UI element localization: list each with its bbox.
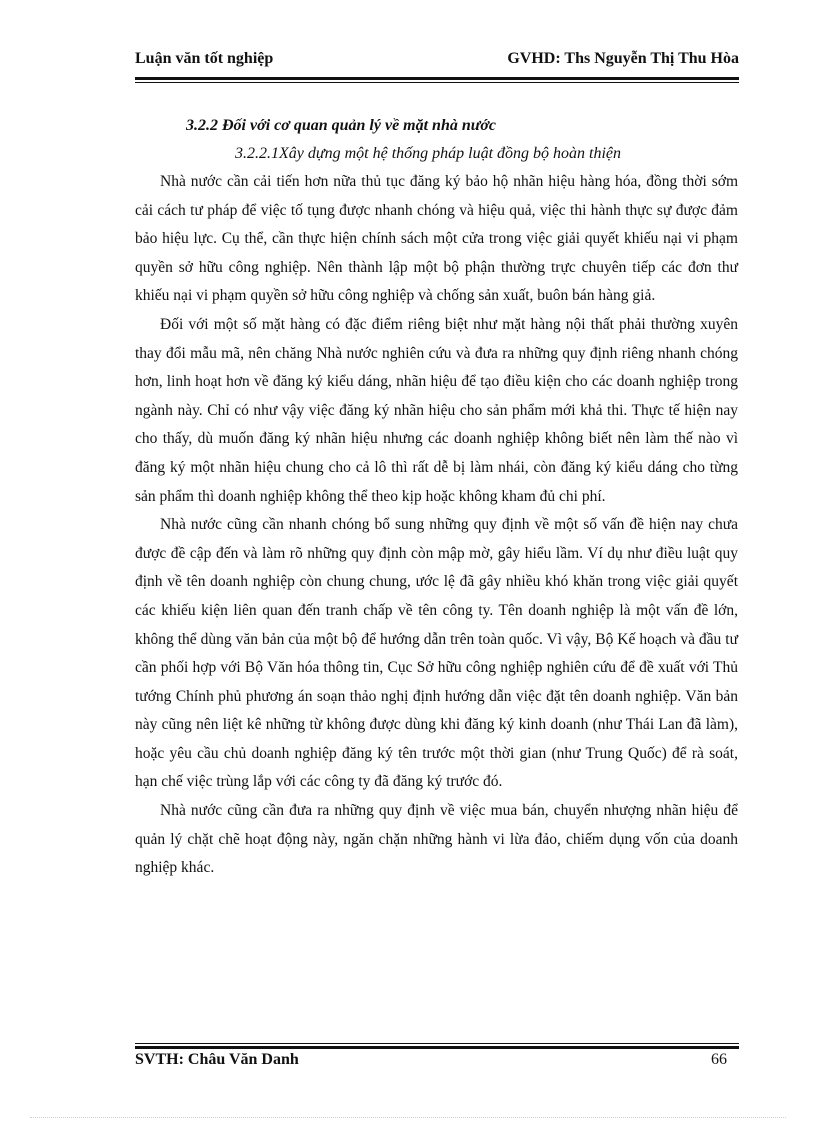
header-advisor: GVHD: Ths Nguyễn Thị Thu Hòa — [507, 50, 739, 67]
footer-rule-thick — [135, 1046, 739, 1049]
document-body — [135, 112, 738, 883]
page-edge-divider — [30, 1117, 786, 1118]
header-rule-thick — [135, 77, 739, 80]
header-rule-thin — [135, 82, 739, 83]
page-number: 66 — [711, 1051, 727, 1068]
paragraph-1: Nhà nước cần cải tiến hơn nữa thủ tục đăng ký bảo hộ nhãn hiệu hàng hóa, đồng thời sớm cải cách tư pháp để việc tố tụng được nhanh chóng và hiệu quả, việc thi hành thực sự được đảm bảo hiệu lực. Cụ thể, cần thực hiện chính sách một cửa trong việc giải quyết khiếu nại vi phạm quyền sở hữu công nghiệp. Nên thành lập một bộ phận thường trực chuyên tiếp các đơn thư khiếu nại vi phạm quyền sở hữu công nghiệp và chống sản xuất, buôn bán hàng giả. — [135, 173, 738, 305]
paragraph-4: Nhà nước cũng cần đưa ra những quy định về việc mua bán, chuyển nhượng nhãn hiệu để quản lý chặt chẽ hoạt động này, ngăn chặn những hành vi lừa đảo, chiếm dụng vốn của doanh nghiệp khác. — [135, 802, 738, 877]
footer-student: SVTH: Châu Văn Danh — [135, 1051, 299, 1068]
section-heading: 3.2.2 Đối với cơ quan quản lý về mặt nhà nước — [186, 117, 497, 134]
page-footer — [135, 1051, 739, 1073]
subsection-heading: 3.2.2.1Xây dựng một hệ thống pháp luật đồng bộ hoàn thiện — [235, 145, 622, 162]
footer-rule-thin — [135, 1043, 739, 1044]
paragraph-2: Đối với một số mặt hàng có đặc điểm riêng biệt như mặt hàng nội thất phải thường xuyên thay đổi mẫu mã, nên chăng Nhà nước nghiên cứu và đưa ra những quy định riêng nhanh chóng hơn, linh hoạt hơn về đăng ký kiểu dáng, nhãn hiệu để tạo điều kiện cho các doanh nghiệp trong ngành này. Chỉ có như vậy việc đăng ký nhãn hiệu cho sản phẩm mới khả thi. Thực tế hiện nay cho thấy, dù muốn đăng ký nhãn hiệu nhưng các doanh nghiệp không biết nên làm thế nào vì đăng ký một nhãn hiệu chung cho cả lô thì rất dễ bị làm nhái, còn đăng ký kiểu dáng cho từng sản phẩm thì doanh nghiệp không thể theo kịp hoặc không kham đủ chi phí. — [135, 315, 738, 505]
page-header — [135, 50, 739, 74]
header-thesis-label: Luận văn tốt nghiệp — [135, 50, 274, 67]
paragraph-3: Nhà nước cũng cần nhanh chóng bổ sung những quy định về một số vấn đề hiện nay chưa được đề cập đến và làm rõ những quy định còn mập mờ, gây hiểu lầm. Ví dụ như điều luật quy định về tên doanh nghiệp còn chung chung, ước lệ đã gây nhiều khó khăn trong việc giải quyết các khiếu kiện liên quan đến tranh chấp về tên công ty. Tên doanh nghiệp là một vấn đề lớn, không thể dùng văn bản của một bộ để hướng dẫn trên toàn quốc. Vì vậy, Bộ Kế hoạch và đầu tư cần phối hợp với Bộ Văn hóa thông tin, Cục Sở hữu công nghiệp nghiên cứu để đề xuất với Thủ tướng Chính phủ phương án soạn thảo nghị định hướng dẫn việc đặt tên doanh nghiệp. Văn bản này cũng nên liệt kê những từ không được dùng khi đăng ký kinh doanh (như Thái Lan đã làm), hoặc yêu cầu chủ doanh nghiệp đăng ký tên trước một thời gian (như Trung Quốc) để rà soát, hạn chế việc trùng lắp với các công ty đã đăng ký trước đó. — [135, 516, 738, 791]
